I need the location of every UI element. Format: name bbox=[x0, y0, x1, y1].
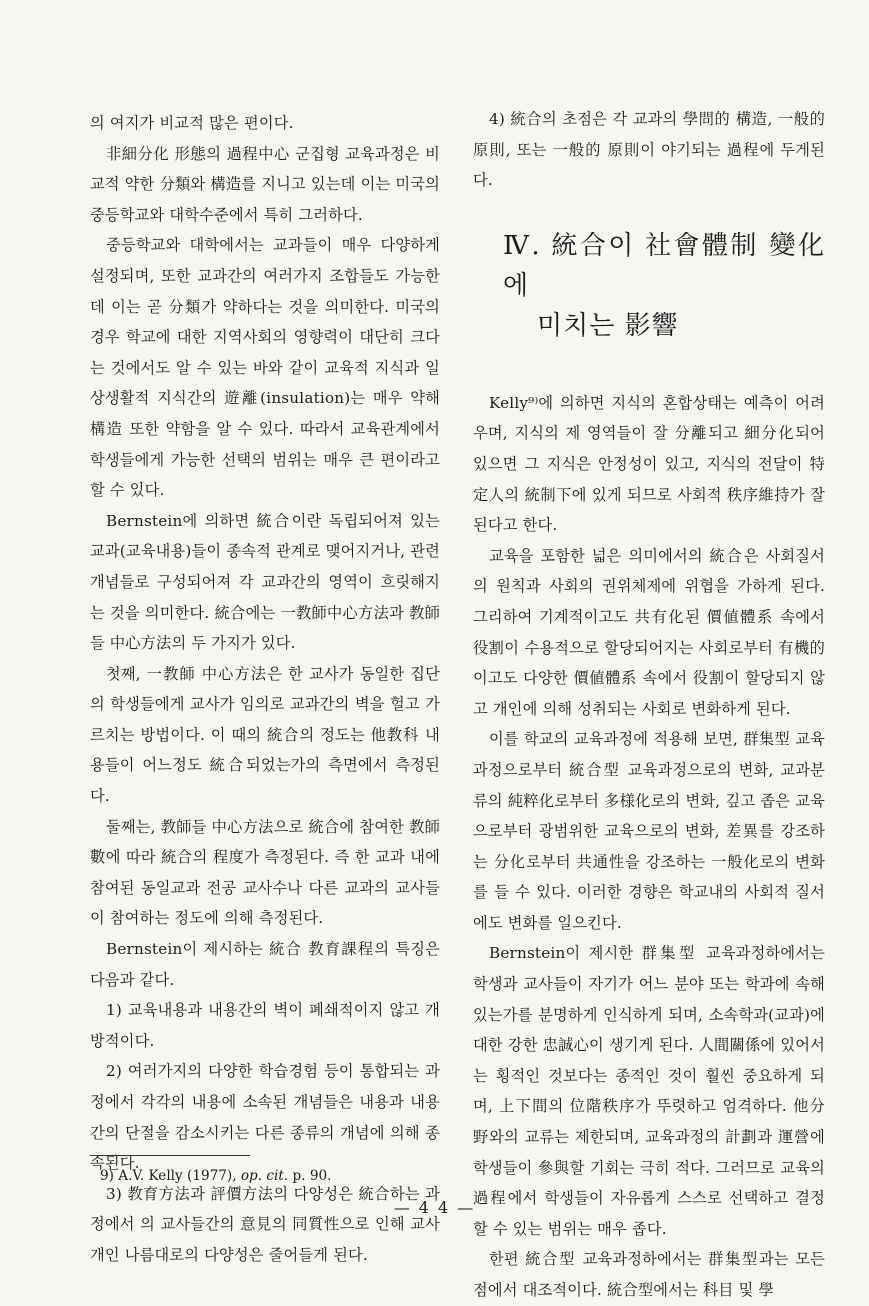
left-column bbox=[90, 108, 440, 1271]
paragraph: 非細分化 形態의 過程中心 군집형 교육과정은 비교적 약한 分類와 構造를 지니고 있는데 이는 미국의 중등학교와 대학수준에서 특히 그러하다. bbox=[90, 144, 440, 224]
footnote-text: 9) A.V. Kelly (1977), bbox=[100, 1168, 241, 1184]
paragraph: 둘째는, 教師들 中心方法으로 統合에 참여한 教師數에 따라 統合의 程度가 측정된다. 즉 한 교과 내에 참여된 동일교과 전공 교사수나 다른 교과의 교사들이 참여하는 정도에 의해 측정된다. bbox=[90, 817, 440, 928]
paragraph: 4) 統合의 초점은 각 교과의 學問的 構造, 一般的 原則, 또는 一般的 原則이 야기되는 過程에 두게된다. bbox=[473, 110, 825, 190]
paragraph: 이를 학교의 교육과정에 적용해 보면, 群集型 교육과정으로부터 統合型 교육과정으로의 변화, 교과분류의 純粹化로부터 多様化로의 변화, 깊고 좁은 교육으로부터 광범위한 교육으로의 변화, 差異를 강조하는 分化로부터 共通性을 강조하는 一般化로의 변화를 들 수 있다. 이러한 경향은 학교내의 사회적 질서에도 변화를 일으킨다. bbox=[473, 730, 825, 932]
footnote-italic: op. cit. bbox=[240, 1168, 289, 1184]
paragraph: 의 여지가 비교적 많은 편이다. bbox=[90, 114, 294, 132]
paragraph: Kelly⁹⁾에 의하면 지식의 혼합상태는 예측이 어려우며, 지식의 제 영역들이 잘 分離되고 細分化되어 있으면 그 지식은 안정성이 있고, 지식의 전달이 特定人의 統制下에 있게 되므로 사회적 秩序維持가 잘 된다고 한다. bbox=[473, 393, 825, 535]
footnote-suffix: p. 90. bbox=[288, 1168, 332, 1184]
paragraph: 2) 여러가지의 다양한 학습경험 등이 통합되는 과정에서 각각의 내용에 소속된 개념들은 내용과 내용간의 단절을 감소시키는 다른 종류의 개념에 의해 종속된다. bbox=[90, 1062, 440, 1173]
paragraph: Bernstein에 의하면 統合이란 독립되어져 있는 교과(교육내용)들이 종속적 관계로 맺어지거나, 관련개념들로 구성되어져 각 교과간의 영역이 흐릿해지는 것을 의미한다. 統合에는 一教師中心方法과 教師들 中心方法의 두 가지가 있다. bbox=[90, 511, 440, 653]
right-column bbox=[473, 104, 825, 1306]
section-heading-line-1: Ⅳ. 統合이 社會體制 變化에 bbox=[503, 230, 825, 301]
page-number: — 4 4 — bbox=[393, 1198, 476, 1217]
section-heading bbox=[473, 226, 825, 346]
paragraph: 교육을 포함한 넓은 의미에서의 統合은 사회질서의 원칙과 사회의 권위체제에 위협을 가하게 된다. 그리하여 기계적이고도 共有化된 價値體系 속에서 役割이 수용적으로 할당되어지는 사회로부터 有機的이고도 다양한 價値體系 속에서 役割이 할당되지 않고 개인에 의해 성취되는 사회로 변화하게 된다. bbox=[473, 546, 825, 718]
paragraph: Bernstein이 제시한 群集型 교육과정하에서는 학생과 교사들이 자기가 어느 분야 또는 학과에 속해있는가를 분명하게 인식하게 되며, 소속학과(교과)에 대한 강한 忠誠心이 생기게 된다. 人間關係에 있어서는 횡적인 것보다는 종적인 것이 훨씬 중요하게 되며, 上下間의 位階秩序가 뚜렷하고 엄격하다. 他分野와의 교류는 제한되며, 교육과정의 計劃과 運營에 학생들이 參與할 기회는 극히 적다. 그러므로 교육의 過程에서 학생들이 자유롭게 스스로 선택하고 결정할 수 있는 범위는 매우 좁다. bbox=[473, 944, 825, 1238]
section-heading-line-2: 미치는 影響 bbox=[537, 310, 679, 341]
footnote bbox=[100, 1167, 331, 1185]
paragraph: 1) 교육내용과 내용간의 벽이 폐쇄적이지 않고 개방적이다. bbox=[90, 1001, 440, 1050]
paragraph: 중등학교와 대학에서는 교과들이 매우 다양하게 설정되며, 또한 교과간의 여러가지 조합들도 가능한데 이는 곧 分類가 약하다는 것을 의미한다. 미국의 경우 학교에 대한 지역사회의 영향력이 대단히 크다는 것에서도 알 수 있는 바와 같이 교육적 지식과 일상생활적 지식간의 遊離(insulation)는 매우 약해 構造 또한 약함을 알 수 있다. 따라서 교육관계에서 학생들에게 가능한 선택의 범위는 매우 큰 편이라고 할 수 있다. bbox=[90, 236, 440, 500]
paragraph: 3) 教育方法과 評價方法의 다양성은 統合하는 과정에서 의 교사들간의 意見의 同質性으로 인해 교사개인 나름대로의 다양성은 줄어들게 된다. bbox=[90, 1184, 440, 1264]
paragraph: 한편 統合型 교육과정하에서는 群集型과는 모든 점에서 대조적이다. 統合型에서는 科目 및 學 bbox=[473, 1250, 825, 1299]
paragraph: 첫째, 一教師 中心方法은 한 교사가 동일한 집단의 학생들에게 교사가 임의로 교과간의 벽을 헐고 가르치는 방법이다. 이 때의 統合의 정도는 他教科 내용들이 어느정도 統合되었는가의 측면에서 측정된다. bbox=[90, 664, 440, 806]
paragraph: Bernstein이 제시하는 統合 教育課程의 특징은 다음과 같다. bbox=[90, 940, 440, 989]
footnote-divider bbox=[90, 1155, 250, 1156]
